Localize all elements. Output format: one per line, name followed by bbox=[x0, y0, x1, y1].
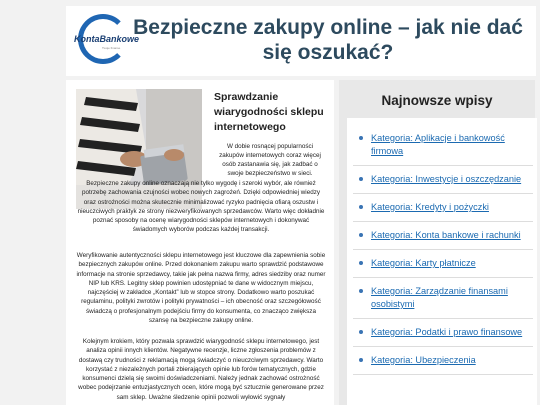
category-link[interactable]: Kategoria: Podatki i prawo finansowe bbox=[371, 327, 523, 337]
list-item bbox=[353, 125, 533, 166]
recent-posts-list bbox=[347, 118, 537, 405]
list-item bbox=[353, 222, 533, 250]
page-title: Bezpieczne zakupy online – jak nie dać się oszukać? bbox=[133, 16, 523, 64]
bullet-icon bbox=[359, 177, 363, 181]
bullet-icon bbox=[359, 330, 363, 334]
list-item bbox=[353, 250, 533, 278]
category-link[interactable]: Kategoria: Karty płatnicze bbox=[371, 258, 476, 268]
article-paragraph-1: Bezpieczne zakupy online oznaczają nie tylko wygodę i szeroki wybór, ale również potrzebę zachowania czujności wobec nowych zagrożeń. Dzięki odpowiedniej wiedzy oraz ostrożności można skutecznie minimalizować ryzyko padnięcia ofiarą oszustw i nieuczciwych praktyk ze strony niezweryfikowanych sprzedawców. Warto więc dokładnie poznać sposoby na ocenę wiarygodności sklepów internetowych i dokonywać świadomych wyborów podczas każdej transakcji. bbox=[77, 180, 325, 234]
bullet-icon bbox=[359, 358, 363, 362]
list-item bbox=[353, 278, 533, 319]
list-item bbox=[353, 319, 533, 347]
sidebar-title: Najnowsze wpisy bbox=[381, 93, 493, 108]
category-link[interactable]: Kategoria: Ubezpieczenia bbox=[371, 355, 476, 365]
logo-text: KontaBankowe bbox=[74, 34, 140, 44]
category-link[interactable]: Kategoria: Aplikacje i bankowość firmowa bbox=[371, 133, 505, 156]
sidebar bbox=[339, 80, 535, 405]
article-heading: Sprawdzanie wiarygodności sklepu internetowego bbox=[214, 91, 324, 133]
article-paragraph-2: Weryfikowanie autentyczności sklepu internetowego jest kluczowe dla zapewnienia sobie bezpiecznych zakupów online. Przed dokonaniem zakupu warto sprawdzić podstawowe informacje na stronie sprzedawcy, takie jak pełna nazwa firmy, adres siedziby oraz numer NIP lub KRS. Legitny sklep powinien udostępniać te dane w widocznym miejscu, najczęściej w zakładce „Kontakt” lub w stopce strony. Dodatkowo warto poszukać regulaminu, polityki zwrotów i polityki prywatności – ich obecność oraz szczegółowość świadczą o profesjonalnym podejściu firmy do konsumenta, co znacząco zwiększa szansę na bezpieczne zakupy online. bbox=[76, 252, 326, 325]
category-link[interactable]: Kategoria: Kredyty i pożyczki bbox=[371, 202, 489, 212]
bullet-icon bbox=[359, 289, 363, 293]
bullet-icon bbox=[359, 205, 363, 209]
bullet-icon bbox=[359, 136, 363, 140]
site-header bbox=[66, 6, 536, 76]
bullet-icon bbox=[359, 233, 363, 237]
category-link[interactable]: Kategoria: Zarządzanie finansami osobistymi bbox=[371, 286, 508, 309]
category-link[interactable]: Kategoria: Inwestycje i oszczędzanie bbox=[371, 174, 522, 184]
list-item bbox=[353, 347, 533, 375]
article-content bbox=[66, 80, 334, 405]
article-paragraph-3: Kolejnym krokiem, który pozwala sprawdzić wiarygodność sklepu internetowego, jest analiza opinii innych klientów. Negatywne recenzje, liczne zgłoszenia problemów z dostawą czy trudności z reklamacją mogą świadczyć o nieuczciwym sprzedawcy. Warto korzystać z niezależnych portali zbierających opinie lub forów tematycznych, gdzie konsumenci dzielą się swoimi doświadczeniami. Należy jednak zachować ostrożność wobec podejrzanie entuzjastycznych ocen, które mogą być sztucznie generowane przez sam sklep. Uważne śledzenie opinii pozwoli wyłowić sygnały bbox=[78, 338, 324, 401]
bullet-icon bbox=[359, 261, 363, 265]
article-paragraph-intro: W dobie rosnącej popularności zakupów internetowych coraz więcej osób zastanawia się, jak zadbać o swoje bezpieczeństwo w sieci. bbox=[219, 143, 321, 177]
logo-tagline: Twoje finanse bbox=[102, 46, 121, 50]
list-item bbox=[353, 166, 533, 194]
list-item bbox=[353, 194, 533, 222]
category-link[interactable]: Kategoria: Konta bankowe i rachunki bbox=[371, 230, 521, 240]
